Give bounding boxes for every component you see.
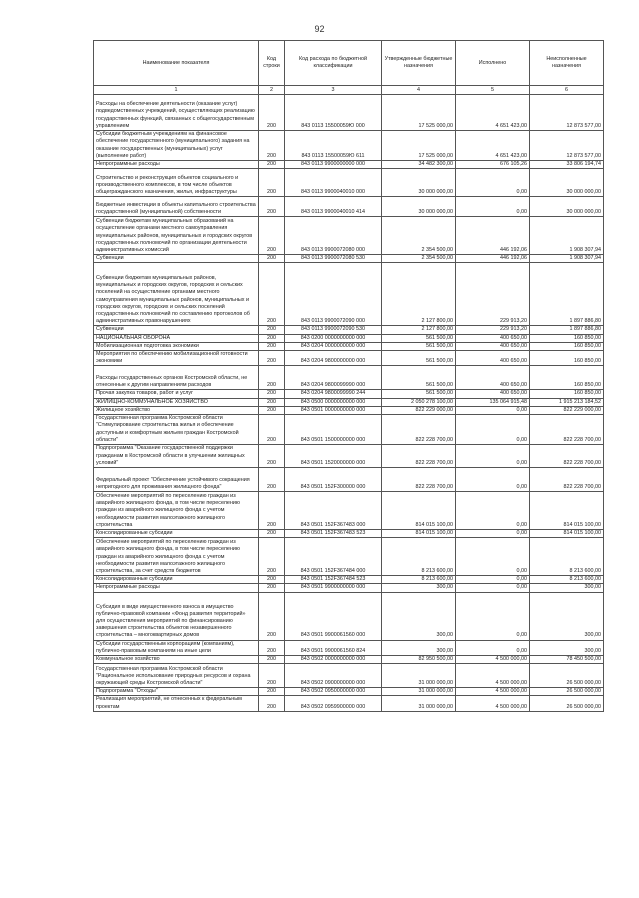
row-unexecuted-amount: 160 850,00 <box>530 366 604 390</box>
row-line-code: 200 <box>259 342 285 350</box>
row-name: Прочая закупка товаров, работ и услуг <box>94 390 259 398</box>
row-approved-amount: 34 482 300,00 <box>382 161 456 169</box>
row-line-code: 200 <box>259 131 285 161</box>
table-row <box>94 688 604 696</box>
column-number: 2 <box>259 86 285 95</box>
row-unexecuted-amount: 160 850,00 <box>530 334 604 342</box>
row-executed-amount: 446 192,06 <box>456 217 530 255</box>
table-row <box>94 131 604 161</box>
row-line-code: 200 <box>259 584 285 592</box>
row-executed-amount: 0,00 <box>456 592 530 640</box>
row-approved-amount: 17 525 000,00 <box>382 95 456 131</box>
row-name: НАЦИОНАЛЬНАЯ ОБОРОНА <box>94 334 259 342</box>
row-unexecuted-amount: 1 897 886,80 <box>530 263 604 326</box>
row-name: Жилищное хозяйство <box>94 406 259 414</box>
row-classification-code: 843 0502 0900000000 000 <box>285 664 382 688</box>
row-executed-amount: 0,00 <box>456 584 530 592</box>
row-approved-amount: 822 228 700,00 <box>382 445 456 468</box>
row-name: Непрограммные расходы <box>94 161 259 169</box>
table-row <box>94 415 604 445</box>
row-classification-code: 843 0113 9900000000 000 <box>285 161 382 169</box>
row-name: Субвенции бюджетам муниципальных образований на осуществление органами местного самоуправления муниципальных районов, муниципальных и городских округов государственных полномочий по организации деятельности административных комиссий <box>94 217 259 255</box>
table-row <box>94 263 604 326</box>
table-row <box>94 576 604 584</box>
row-classification-code: 843 0204 9800000000 000 <box>285 351 382 366</box>
row-executed-amount: 0,00 <box>456 640 530 655</box>
row-line-code: 200 <box>259 664 285 688</box>
row-executed-amount: 4 500 000,00 <box>456 696 530 711</box>
row-name: Субсидии государственным корпорациям (компаниям), публично-правовым компаниям на иные цели <box>94 640 259 655</box>
row-line-code: 200 <box>259 492 285 530</box>
row-name: Субвенции <box>94 326 259 334</box>
row-executed-amount: 4 500 000,00 <box>456 688 530 696</box>
table-header-row <box>94 41 604 86</box>
row-approved-amount: 814 015 100,00 <box>382 530 456 538</box>
row-classification-code: 843 0502 0950000000 000 <box>285 688 382 696</box>
table-row <box>94 664 604 688</box>
row-unexecuted-amount: 26 500 000,00 <box>530 664 604 688</box>
row-approved-amount: 561 500,00 <box>382 390 456 398</box>
row-approved-amount: 561 500,00 <box>382 351 456 366</box>
table-row <box>94 406 604 414</box>
row-classification-code: 843 0501 1500000000 000 <box>285 415 382 445</box>
row-unexecuted-amount: 822 228 700,00 <box>530 445 604 468</box>
row-name: Подпрограмма "Отходы" <box>94 688 259 696</box>
row-line-code: 200 <box>259 161 285 169</box>
row-approved-amount: 2 127 800,00 <box>382 326 456 334</box>
row-classification-code: 843 0501 152F367483 523 <box>285 530 382 538</box>
row-classification-code: 843 0502 0000000000 000 <box>285 656 382 664</box>
table-row <box>94 492 604 530</box>
row-classification-code: 843 0501 9900000000 000 <box>285 584 382 592</box>
table-row <box>94 696 604 711</box>
row-unexecuted-amount: 8 213 600,00 <box>530 576 604 584</box>
row-classification-code: 843 0113 9900072090 530 <box>285 326 382 334</box>
row-unexecuted-amount: 300,00 <box>530 640 604 655</box>
row-line-code: 200 <box>259 530 285 538</box>
row-approved-amount: 561 500,00 <box>382 334 456 342</box>
row-name: Государственная программа Костромской области "Рациональное использование природных ресурсов и охрана окружающей среды Костромской области" <box>94 664 259 688</box>
row-name: Обеспечение мероприятий по переселению граждан из аварийного жилищного фонда, в том числе переселению граждан из аварийного жилищного фонда с учетом необходимости развития малоэтажного жилищного строительства, за счет средств бюджетов <box>94 538 259 576</box>
row-name: Мобилизационная подготовка экономики <box>94 342 259 350</box>
row-line-code: 200 <box>259 406 285 414</box>
row-classification-code: 843 0204 9800099990 244 <box>285 390 382 398</box>
header-executed: Исполнено <box>456 41 530 86</box>
column-number: 1 <box>94 86 259 95</box>
row-classification-code: 843 0113 9900072080 000 <box>285 217 382 255</box>
row-executed-amount: 0,00 <box>456 415 530 445</box>
header-unexecuted: Неисполненные назначения <box>530 41 604 86</box>
table-row <box>94 95 604 131</box>
row-line-code: 200 <box>259 366 285 390</box>
row-line-code: 200 <box>259 255 285 263</box>
column-number-row <box>94 86 604 95</box>
row-approved-amount: 822 228 700,00 <box>382 415 456 445</box>
row-unexecuted-amount: 8 213 600,00 <box>530 538 604 576</box>
row-executed-amount: 400 650,00 <box>456 351 530 366</box>
row-name: Бюджетные инвестиции в объекты капитального строительства государственной (муниципальной) собственности <box>94 197 259 217</box>
row-approved-amount: 2 354 500,00 <box>382 217 456 255</box>
row-approved-amount: 30 000 000,00 <box>382 197 456 217</box>
row-line-code: 200 <box>259 468 285 492</box>
table-row <box>94 334 604 342</box>
row-executed-amount: 0,00 <box>456 406 530 414</box>
row-unexecuted-amount: 814 015 100,00 <box>530 492 604 530</box>
row-name: Федеральный проект "Обеспечение устойчивого сокращения непригодного для проживания жилищного фонда" <box>94 468 259 492</box>
row-executed-amount: 0,00 <box>456 445 530 468</box>
table-row <box>94 326 604 334</box>
row-unexecuted-amount: 30 000 000,00 <box>530 169 604 197</box>
row-line-code: 200 <box>259 696 285 711</box>
row-line-code: 200 <box>259 640 285 655</box>
column-number: 4 <box>382 86 456 95</box>
row-executed-amount: 229 913,20 <box>456 326 530 334</box>
row-name: Расходы государственных органов Костромской области, не отнесенные к другим направлениям расходов <box>94 366 259 390</box>
row-line-code: 200 <box>259 445 285 468</box>
row-unexecuted-amount: 822 228 700,00 <box>530 468 604 492</box>
row-classification-code: 843 0501 152F300000 000 <box>285 468 382 492</box>
row-line-code: 200 <box>259 688 285 696</box>
row-executed-amount: 135 064 915,48 <box>456 398 530 406</box>
row-classification-code: 843 0501 1520000000 000 <box>285 445 382 468</box>
header-line-code: Код строки <box>259 41 285 86</box>
table-row <box>94 197 604 217</box>
column-number: 6 <box>530 86 604 95</box>
table-row <box>94 169 604 197</box>
row-executed-amount: 0,00 <box>456 538 530 576</box>
row-name: Коммунальное хозяйство <box>94 656 259 664</box>
row-unexecuted-amount: 1 915 213 184,52 <box>530 398 604 406</box>
row-executed-amount: 400 650,00 <box>456 390 530 398</box>
row-line-code: 200 <box>259 415 285 445</box>
row-name: Расходы на обеспечение деятельности (оказание услуг) подведомственных учреждений, осуществляющих реализацию государственных функций, связанных с общегосударственным управлением <box>94 95 259 131</box>
table-row <box>94 530 604 538</box>
row-name: Консолидированные субсидии <box>94 530 259 538</box>
row-classification-code: 843 0200 0000000000 000 <box>285 334 382 342</box>
row-approved-amount: 814 015 100,00 <box>382 492 456 530</box>
row-name: Непрограммные расходы <box>94 584 259 592</box>
header-budget-classification: Код расхода по бюджетной классификации <box>285 41 382 86</box>
row-unexecuted-amount: 300,00 <box>530 584 604 592</box>
row-executed-amount: 0,00 <box>456 530 530 538</box>
row-executed-amount: 400 650,00 <box>456 334 530 342</box>
table-row <box>94 255 604 263</box>
header-indicator-name: Наименование показателя <box>94 41 259 86</box>
row-line-code: 200 <box>259 197 285 217</box>
row-approved-amount: 8 213 600,00 <box>382 538 456 576</box>
row-classification-code: 843 0113 9900040010 000 <box>285 169 382 197</box>
row-executed-amount: 4 651 423,00 <box>456 131 530 161</box>
row-classification-code: 843 0501 152F367484 523 <box>285 576 382 584</box>
row-classification-code: 843 0501 152F367484 000 <box>285 538 382 576</box>
table-row <box>94 445 604 468</box>
row-unexecuted-amount: 822 228 700,00 <box>530 415 604 445</box>
row-unexecuted-amount: 1 908 307,94 <box>530 217 604 255</box>
row-line-code: 200 <box>259 576 285 584</box>
row-executed-amount: 400 650,00 <box>456 342 530 350</box>
row-name: Подпрограмма "Оказание государственной поддержки гражданам в Костромской области в улучшении жилищных условий" <box>94 445 259 468</box>
row-line-code: 200 <box>259 398 285 406</box>
row-classification-code: 843 0501 152F367483 000 <box>285 492 382 530</box>
row-name: Субвенции <box>94 255 259 263</box>
row-approved-amount: 2 354 500,00 <box>382 255 456 263</box>
row-executed-amount: 4 500 000,00 <box>456 664 530 688</box>
row-executed-amount: 4 500 000,00 <box>456 656 530 664</box>
row-name: Строительство и реконструкция объектов социального и производственного комплексов, в том числе объектов общегражданского назначения, жилья, инфраструктуры <box>94 169 259 197</box>
table-row <box>94 656 604 664</box>
row-line-code: 200 <box>259 95 285 131</box>
row-approved-amount: 31 000 000,00 <box>382 696 456 711</box>
row-line-code: 200 <box>259 351 285 366</box>
row-name: Мероприятия по обеспечению мобилизационной готовности экономики <box>94 351 259 366</box>
row-classification-code: 843 0113 9900072090 000 <box>285 263 382 326</box>
row-line-code: 200 <box>259 326 285 334</box>
row-unexecuted-amount: 12 873 577,00 <box>530 95 604 131</box>
row-line-code: 200 <box>259 263 285 326</box>
row-classification-code: 843 0113 9900040010 414 <box>285 197 382 217</box>
row-unexecuted-amount: 160 850,00 <box>530 351 604 366</box>
table-row <box>94 351 604 366</box>
row-executed-amount: 0,00 <box>456 576 530 584</box>
row-unexecuted-amount: 822 229 000,00 <box>530 406 604 414</box>
row-line-code: 200 <box>259 592 285 640</box>
row-approved-amount: 822 228 700,00 <box>382 468 456 492</box>
table-row <box>94 538 604 576</box>
row-executed-amount: 0,00 <box>456 169 530 197</box>
row-unexecuted-amount: 12 873 577,00 <box>530 131 604 161</box>
row-name: Государственная программа Костромской области "Стимулирование строительства жилья и обеспечение доступным и комфортным жильем граждан Костромской области" <box>94 415 259 445</box>
row-unexecuted-amount: 300,00 <box>530 592 604 640</box>
row-approved-amount: 82 950 500,00 <box>382 656 456 664</box>
row-unexecuted-amount: 160 850,00 <box>530 390 604 398</box>
row-name: ЖИЛИЩНО-КОММУНАЛЬНОЕ ХОЗЯЙСТВО <box>94 398 259 406</box>
row-classification-code: 843 0501 9900061560 000 <box>285 592 382 640</box>
row-unexecuted-amount: 26 500 000,00 <box>530 696 604 711</box>
row-name: Реализация мероприятий, не отнесенных к федеральным проектам <box>94 696 259 711</box>
row-classification-code: 843 0204 0000000000 000 <box>285 342 382 350</box>
row-name: Консолидированные субсидии <box>94 576 259 584</box>
table-row <box>94 390 604 398</box>
row-classification-code: 843 0501 0000000000 000 <box>285 406 382 414</box>
page-number: 92 <box>314 24 325 34</box>
row-classification-code: 843 0113 15500059Ю 611 <box>285 131 382 161</box>
row-approved-amount: 822 229 000,00 <box>382 406 456 414</box>
row-executed-amount: 0,00 <box>456 197 530 217</box>
row-executed-amount: 0,00 <box>456 492 530 530</box>
row-classification-code: 843 0500 0000000000 000 <box>285 398 382 406</box>
row-approved-amount: 17 525 000,00 <box>382 131 456 161</box>
table-row <box>94 468 604 492</box>
budget-execution-table <box>93 40 604 712</box>
row-executed-amount: 676 105,26 <box>456 161 530 169</box>
table-row <box>94 584 604 592</box>
row-executed-amount: 4 651 423,00 <box>456 95 530 131</box>
row-name: Субсидия в виде имущественного взноса в имущество публично-правовой компании «Фонд развития территорий» для осуществления мероприятий по финансированию завершения строительства объектов незавершенного строительства – многоквартирных домов <box>94 592 259 640</box>
header-approved: Утвержденные бюджетные назначения <box>382 41 456 86</box>
row-name: Субвенции бюджетам муниципальных районов, муниципальных и городских округов, городских и сельских поселений на осуществление органами местного самоуправления муниципальных районов, муниципальных и городских округов, городских и сельских поселений государственных полномочий по составлению протоколов об административных правонарушениях <box>94 263 259 326</box>
table-row <box>94 342 604 350</box>
column-number: 3 <box>285 86 382 95</box>
table-row <box>94 592 604 640</box>
row-classification-code: 843 0204 9800099990 000 <box>285 366 382 390</box>
row-approved-amount: 2 050 278 100,00 <box>382 398 456 406</box>
row-unexecuted-amount: 160 850,00 <box>530 342 604 350</box>
row-approved-amount: 31 000 000,00 <box>382 688 456 696</box>
row-executed-amount: 0,00 <box>456 468 530 492</box>
row-name: Обеспечение мероприятий по переселению граждан из аварийного жилищного фонда, в том числе переселению граждан из аварийного жилищного фонда с учетом необходимости развития малоэтажного жилищного строительства <box>94 492 259 530</box>
row-executed-amount: 446 192,06 <box>456 255 530 263</box>
row-unexecuted-amount: 814 015 100,00 <box>530 530 604 538</box>
row-unexecuted-amount: 26 500 000,00 <box>530 688 604 696</box>
row-unexecuted-amount: 33 806 194,74 <box>530 161 604 169</box>
table-row <box>94 161 604 169</box>
row-classification-code: 843 0113 9900072080 530 <box>285 255 382 263</box>
row-classification-code: 843 0113 15500059Ю 000 <box>285 95 382 131</box>
row-line-code: 200 <box>259 390 285 398</box>
row-approved-amount: 561 500,00 <box>382 342 456 350</box>
row-executed-amount: 229 913,20 <box>456 263 530 326</box>
table-row <box>94 217 604 255</box>
row-classification-code: 843 0502 0959900000 000 <box>285 696 382 711</box>
row-unexecuted-amount: 78 450 500,00 <box>530 656 604 664</box>
row-classification-code: 843 0501 9900061560 824 <box>285 640 382 655</box>
column-number: 5 <box>456 86 530 95</box>
row-line-code: 200 <box>259 217 285 255</box>
row-approved-amount: 2 127 800,00 <box>382 263 456 326</box>
table-row <box>94 366 604 390</box>
table-row <box>94 640 604 655</box>
row-unexecuted-amount: 30 000 000,00 <box>530 197 604 217</box>
row-approved-amount: 561 500,00 <box>382 366 456 390</box>
row-approved-amount: 300,00 <box>382 584 456 592</box>
row-line-code: 200 <box>259 656 285 664</box>
row-approved-amount: 31 000 000,00 <box>382 664 456 688</box>
row-line-code: 200 <box>259 334 285 342</box>
row-line-code: 200 <box>259 169 285 197</box>
row-unexecuted-amount: 1 908 307,94 <box>530 255 604 263</box>
table-row <box>94 398 604 406</box>
row-approved-amount: 300,00 <box>382 640 456 655</box>
row-executed-amount: 400 650,00 <box>456 366 530 390</box>
row-line-code: 200 <box>259 538 285 576</box>
row-name: Субсидии бюджетным учреждениям на финансовое обеспечение государственного (муниципального) задания на оказание государственных (муниципальных) услуг (выполнение работ) <box>94 131 259 161</box>
row-approved-amount: 30 000 000,00 <box>382 169 456 197</box>
row-approved-amount: 300,00 <box>382 592 456 640</box>
row-unexecuted-amount: 1 897 886,80 <box>530 326 604 334</box>
row-approved-amount: 8 213 600,00 <box>382 576 456 584</box>
